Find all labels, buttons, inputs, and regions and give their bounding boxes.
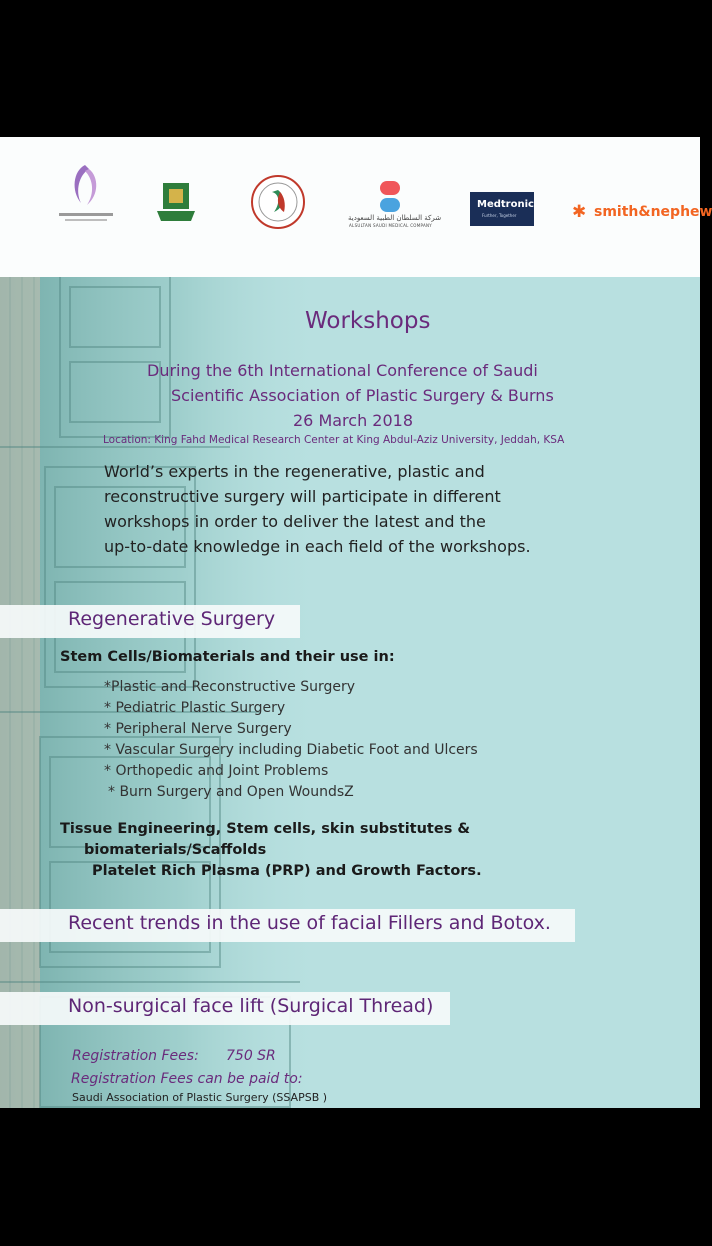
conference-line-2: Scientific Association of Plastic Surgery & Burns [171,386,554,405]
poster [0,137,712,1108]
regenerative-surgery-label: Regenerative Surgery [68,608,276,630]
fillers-botox-label: Recent trends in the use of facial Fillers and Botox. [68,912,551,934]
list-item: * Pediatric Plastic Surgery [104,700,286,716]
list-item: * Peripheral Nerve Surgery [104,721,292,737]
university-logo [155,177,197,225]
intro-line-3: workshops in order to deliver the latest and the [104,512,486,531]
smith-nephew-name: smith&nephew [594,204,712,220]
smith-nephew-icon: ✱ [572,202,587,222]
regenerative-surgery-heading [0,605,300,638]
medtronic-tagline: Further, Together [482,213,517,218]
intro-line-1: World’s experts in the regenerative, plastic and [104,462,485,481]
alsultan-logo-mark [378,181,402,215]
tissue-engineering-line-2: biomaterials/Scaffolds [84,842,267,858]
page-title: Workshops [305,308,431,334]
face-lift-heading [0,992,450,1025]
conference-date: 26 March 2018 [293,411,414,430]
medtronic-name: Medtronic [477,199,534,210]
list-item: * Burn Surgery and Open WoundsZ [108,784,354,800]
conference-location: Location: King Fahd Medical Research Center at King Abdul-Aziz University, Jeddah, KSA [103,434,565,446]
list-item: *Plastic and Reconstructive Surgery [104,679,356,695]
list-item: * Orthopedic and Joint Problems [104,763,329,779]
registration-fees-value: 750 SR [226,1048,276,1064]
sponsor-logo-band [0,137,712,277]
tissue-engineering-line-1: Tissue Engineering, Stem cells, skin substitutes & [60,821,471,837]
registration-fees-label: Registration Fees: [72,1048,199,1064]
association-logo [55,161,117,227]
registration-paid-to-label: Registration Fees can be paid to: [71,1071,303,1087]
face-lift-label: Non-surgical face lift (Surgical Thread) [68,995,434,1017]
list-item: * Vascular Surgery including Diabetic Foot and Ulcers [104,742,478,758]
intro-line-4: up-to-date knowledge in each field of the workshops. [104,537,531,556]
conference-line-1: During the 6th International Conference of Saudi [147,361,538,380]
registration-payee: Saudi Association of Plastic Surgery (SSAPSB ) [72,1091,328,1104]
alsultan-logo-english: ALSULTAN SAUDI MEDICAL COMPANY [349,223,433,228]
society-seal-logo [250,174,306,230]
stem-cells-subheading: Stem Cells/Biomaterials and their use in: [60,649,395,665]
intro-line-2: reconstructive surgery will participate in different [104,487,501,506]
medtronic-logo [470,192,534,226]
alsultan-logo-arabic: شركة السلطان الطبية السعودية [348,214,442,222]
tissue-engineering-line-3: Platelet Rich Plasma (PRP) and Growth Factors. [92,863,482,879]
fillers-botox-heading [0,909,575,942]
